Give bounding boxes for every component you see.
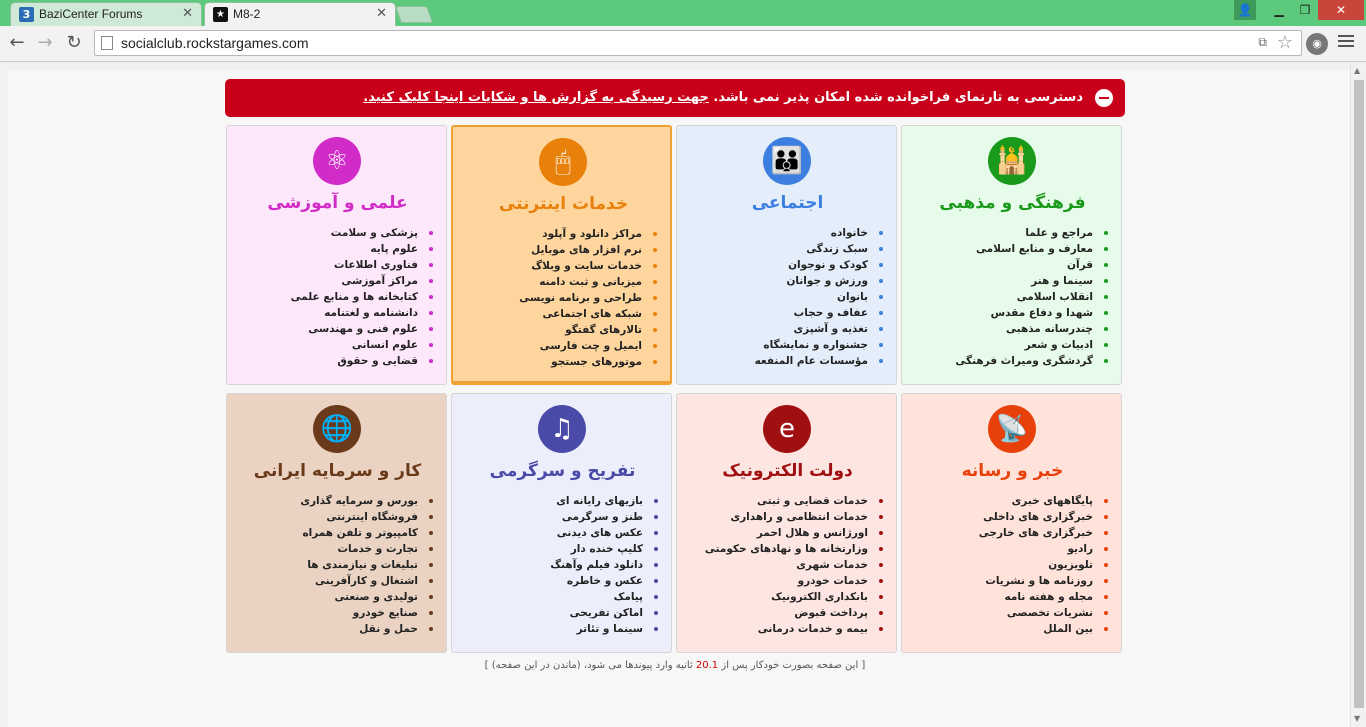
category-link[interactable]: خدمات سایت و وبلاگ (519, 258, 642, 274)
category-link[interactable]: کامپیوتر و تلفن همراه (300, 525, 418, 541)
category-link[interactable]: تلویزیون (979, 557, 1093, 573)
category-link[interactable]: طراحی و برنامه نویسی (519, 292, 642, 304)
category-link[interactable]: روزنامه ها و نشریات (979, 573, 1093, 589)
browser-toolbar (0, 26, 1366, 62)
close-tab-icon[interactable]: ✕ (376, 6, 387, 21)
category-link[interactable]: بانکداری الکترونیک (705, 589, 868, 605)
category-title[interactable]: کار و سرمایه ایرانی (253, 461, 422, 481)
notice-before: [ این صفحه بصورت خودکار پس از (721, 660, 866, 671)
mosque-icon: 🕌 (988, 137, 1036, 185)
category-link[interactable]: قضایی و حقوق (291, 353, 418, 369)
category-links (955, 225, 1093, 369)
countdown-seconds: 20.1 (695, 660, 719, 671)
minus-circle-icon (1095, 89, 1113, 107)
forward-arrow-icon[interactable]: → (37, 32, 53, 53)
family-icon: 👪 (763, 137, 811, 185)
category-links (755, 225, 868, 369)
address-bar[interactable] (94, 30, 1302, 56)
category-links (979, 493, 1093, 637)
page-viewport (0, 62, 1366, 727)
category-link[interactable]: پیامک (550, 589, 643, 605)
category-link[interactable]: پزشکی و سلامت (291, 225, 418, 241)
notice-after[interactable]: ثانیه وارد پیوندها می شود، (ماندن در این صفحه) ] (484, 660, 693, 671)
category-link[interactable]: علوم فنی و مهندسی (291, 321, 418, 337)
category-card[interactable] (901, 125, 1122, 385)
category-link[interactable]: نرم افزار های موبایل (519, 242, 642, 258)
category-link[interactable]: پرداخت قبوض (705, 605, 868, 621)
menu-icon[interactable] (1338, 35, 1354, 50)
category-link[interactable]: جشنواره و نمایشگاه (755, 337, 868, 353)
category-link[interactable]: خدمات شهری (705, 557, 868, 573)
category-link[interactable]: خدمات خودرو (705, 573, 868, 589)
category-link[interactable]: بازیهای رایانه ای (550, 493, 643, 509)
tab-m8-2[interactable] (204, 2, 396, 26)
category-link[interactable]: ورزش و جوانان (755, 273, 868, 289)
category-link[interactable]: مراجع و علما (955, 225, 1093, 241)
category-link[interactable]: فروشگاه اینترنتی (300, 509, 418, 525)
category-link[interactable]: سبک زندگی (755, 241, 868, 257)
scroll-up-icon[interactable]: ▲ (1354, 66, 1361, 75)
category-link[interactable]: صنایع خودرو (300, 605, 418, 621)
category-link[interactable]: خبرگزاری های خارجی (978, 527, 1093, 539)
category-link[interactable]: عکس های دیدنی (550, 525, 643, 541)
rockstar-favicon-icon: ★ (213, 7, 228, 22)
category-link[interactable]: تجارت و خدمات (300, 541, 418, 557)
category-link[interactable]: بورس و سرمایه گذاری (300, 495, 418, 507)
category-link[interactable]: کودک و نوجوان (755, 257, 868, 273)
category-title[interactable]: دولت الکترونیک (722, 461, 853, 481)
category-link[interactable]: کلیپ خنده دار (550, 541, 643, 557)
category-link[interactable]: سینما و هنر (955, 273, 1093, 289)
category-link[interactable]: مراکز دانلود و آپلود (519, 226, 642, 242)
category-link[interactable]: انقلاب اسلامی (955, 289, 1093, 305)
category-link[interactable]: رادیو (979, 541, 1093, 557)
back-arrow-icon[interactable]: ← (9, 32, 25, 53)
category-link[interactable]: تولیدی و صنعتی (300, 589, 418, 605)
category-link[interactable]: خدمات انتظامی و راهداری (705, 509, 868, 525)
new-tab-button[interactable] (395, 6, 433, 23)
category-link[interactable]: اورژانس و هلال احمر (705, 525, 868, 541)
category-link[interactable]: بیمه و خدمات درمانی (705, 621, 868, 637)
category-link[interactable]: خبرگزاری های داخلی (979, 509, 1093, 525)
category-link[interactable]: ایمیل و چت فارسی (519, 338, 642, 354)
category-card[interactable] (451, 125, 672, 385)
category-link[interactable]: پایگاههای خبری (979, 493, 1093, 509)
category-title[interactable]: تفریح و سرگرمی (489, 461, 636, 481)
tab-title: M8-2 (233, 7, 261, 21)
category-link[interactable]: وزارتخانه ها و نهادهای حکومتی (704, 543, 868, 555)
reload-icon[interactable]: ↻ (66, 32, 82, 53)
category-links (291, 225, 418, 369)
scrollbar[interactable] (1350, 62, 1366, 727)
category-card[interactable] (901, 393, 1122, 653)
mouse-icon: 🖱 (539, 138, 587, 186)
page-content (8, 70, 1350, 727)
category-link[interactable]: گردشگری ومیراث فرهنگی (955, 355, 1093, 367)
extension-icon[interactable]: ◉ (1306, 33, 1328, 55)
category-link[interactable]: اماکن تفریحی (550, 605, 643, 621)
category-card[interactable] (226, 393, 447, 653)
alert-text: دسترسی به تارنمای فراخوانده شده امکان پذیر نمی باشد. (713, 90, 1083, 105)
category-link[interactable]: سینما و تئاتر (550, 621, 643, 637)
category-title[interactable]: خبر و رسانه (961, 461, 1064, 481)
category-card[interactable] (676, 393, 897, 653)
category-link[interactable]: طنز و سرگرمی (550, 509, 643, 525)
category-link[interactable]: مراکز آموزشی (291, 273, 418, 289)
category-links (705, 493, 868, 637)
category-link[interactable]: دانشنامه و لغتنامه (291, 305, 418, 321)
category-link[interactable]: میزبانی و ثبت دامنه (519, 274, 642, 290)
category-link[interactable]: علوم پایه (291, 241, 418, 257)
category-link[interactable]: تالارهای گفتگو (519, 322, 642, 338)
category-link[interactable]: شبکه های اجتماعی (519, 306, 642, 322)
minimize-icon[interactable]: ▁ (1274, 3, 1284, 17)
category-link[interactable]: عکس و خاطره (550, 573, 643, 589)
scroll-down-icon[interactable]: ▼ (1354, 714, 1361, 723)
title-bar (0, 0, 1366, 26)
category-link[interactable]: موتورهای جستجو (519, 354, 642, 370)
translate-icon[interactable]: ⧉ (1258, 35, 1267, 49)
report-link[interactable]: جهت رسیدگی به گزارش ها و شکایات اینجا کلیک کنید. (363, 90, 709, 105)
category-links (519, 226, 642, 370)
page-icon (101, 36, 113, 50)
category-card[interactable] (226, 125, 447, 385)
category-link[interactable]: بین الملل (979, 621, 1093, 637)
close-window-icon[interactable]: ✕ (1318, 0, 1364, 20)
category-link[interactable]: حمل و نقل (300, 621, 418, 637)
close-tab-icon[interactable]: ✕ (182, 6, 193, 21)
category-link[interactable]: شهدا و دفاع مقدس (955, 305, 1093, 321)
category-link[interactable]: تغذیه و آشپزی (755, 321, 868, 337)
category-link[interactable]: نشریات تخصصی (979, 605, 1093, 621)
category-link[interactable]: تبلیغات و نیازمندی ها (300, 557, 418, 573)
scroll-thumb[interactable] (1354, 80, 1364, 708)
bookmark-star-icon[interactable]: ☆ (1276, 32, 1293, 53)
e-government-icon: e (763, 405, 811, 453)
satellite-dish-icon: 📡 (988, 405, 1036, 453)
category-title[interactable]: خدمات اینترنتی (498, 194, 629, 214)
category-link[interactable]: دانلود فیلم وآهنگ (550, 559, 643, 571)
category-title[interactable]: اجتماعی (751, 193, 824, 213)
user-icon[interactable]: 👤 (1234, 0, 1256, 20)
access-denied-banner (225, 79, 1125, 117)
hands-music-icon: ♫ (538, 405, 586, 453)
category-link[interactable]: خانواده (755, 225, 868, 241)
tab-title: BaziCenter Forums (39, 7, 143, 21)
url-text[interactable]: socialclub.rockstargames.com (121, 35, 309, 51)
tab-bazicenter[interactable] (10, 2, 202, 26)
category-link[interactable]: علوم انسانی (291, 337, 418, 353)
category-title[interactable]: فرهنگی و مذهبی (939, 193, 1086, 213)
category-link[interactable]: چندرسانه مذهبی (955, 321, 1093, 337)
category-card[interactable] (451, 393, 672, 653)
category-link[interactable]: عفاف و حجاب (755, 305, 868, 321)
redirect-notice (308, 660, 1042, 671)
category-link[interactable]: ادبیات و شعر (955, 337, 1093, 353)
category-link[interactable]: کتابخانه ها و منابع علمی (290, 291, 418, 303)
category-link[interactable]: فناوری اطلاعات (291, 257, 418, 273)
bazicenter-favicon-icon: 3 (19, 7, 34, 22)
globe-people-icon: 🌐 (313, 405, 361, 453)
category-link[interactable]: مجله و هفته نامه (979, 589, 1093, 605)
category-card[interactable] (676, 125, 897, 385)
category-link[interactable]: مؤسسات عام المنفعه (754, 355, 868, 367)
category-link[interactable]: خدمات قضایی و ثبتی (705, 493, 868, 509)
category-links (300, 493, 418, 637)
category-title[interactable]: علمی و آموزشی (267, 193, 408, 213)
maximize-icon[interactable]: ❐ (1299, 3, 1311, 17)
category-link[interactable]: معارف و منابع اسلامی (955, 241, 1093, 257)
category-link[interactable]: اشتغال و کارآفرینی (300, 573, 418, 589)
category-link[interactable]: بانوان (755, 289, 868, 305)
atom-icon: ⚛ (313, 137, 361, 185)
category-links (550, 493, 643, 637)
category-link[interactable]: قرآن (955, 257, 1093, 273)
